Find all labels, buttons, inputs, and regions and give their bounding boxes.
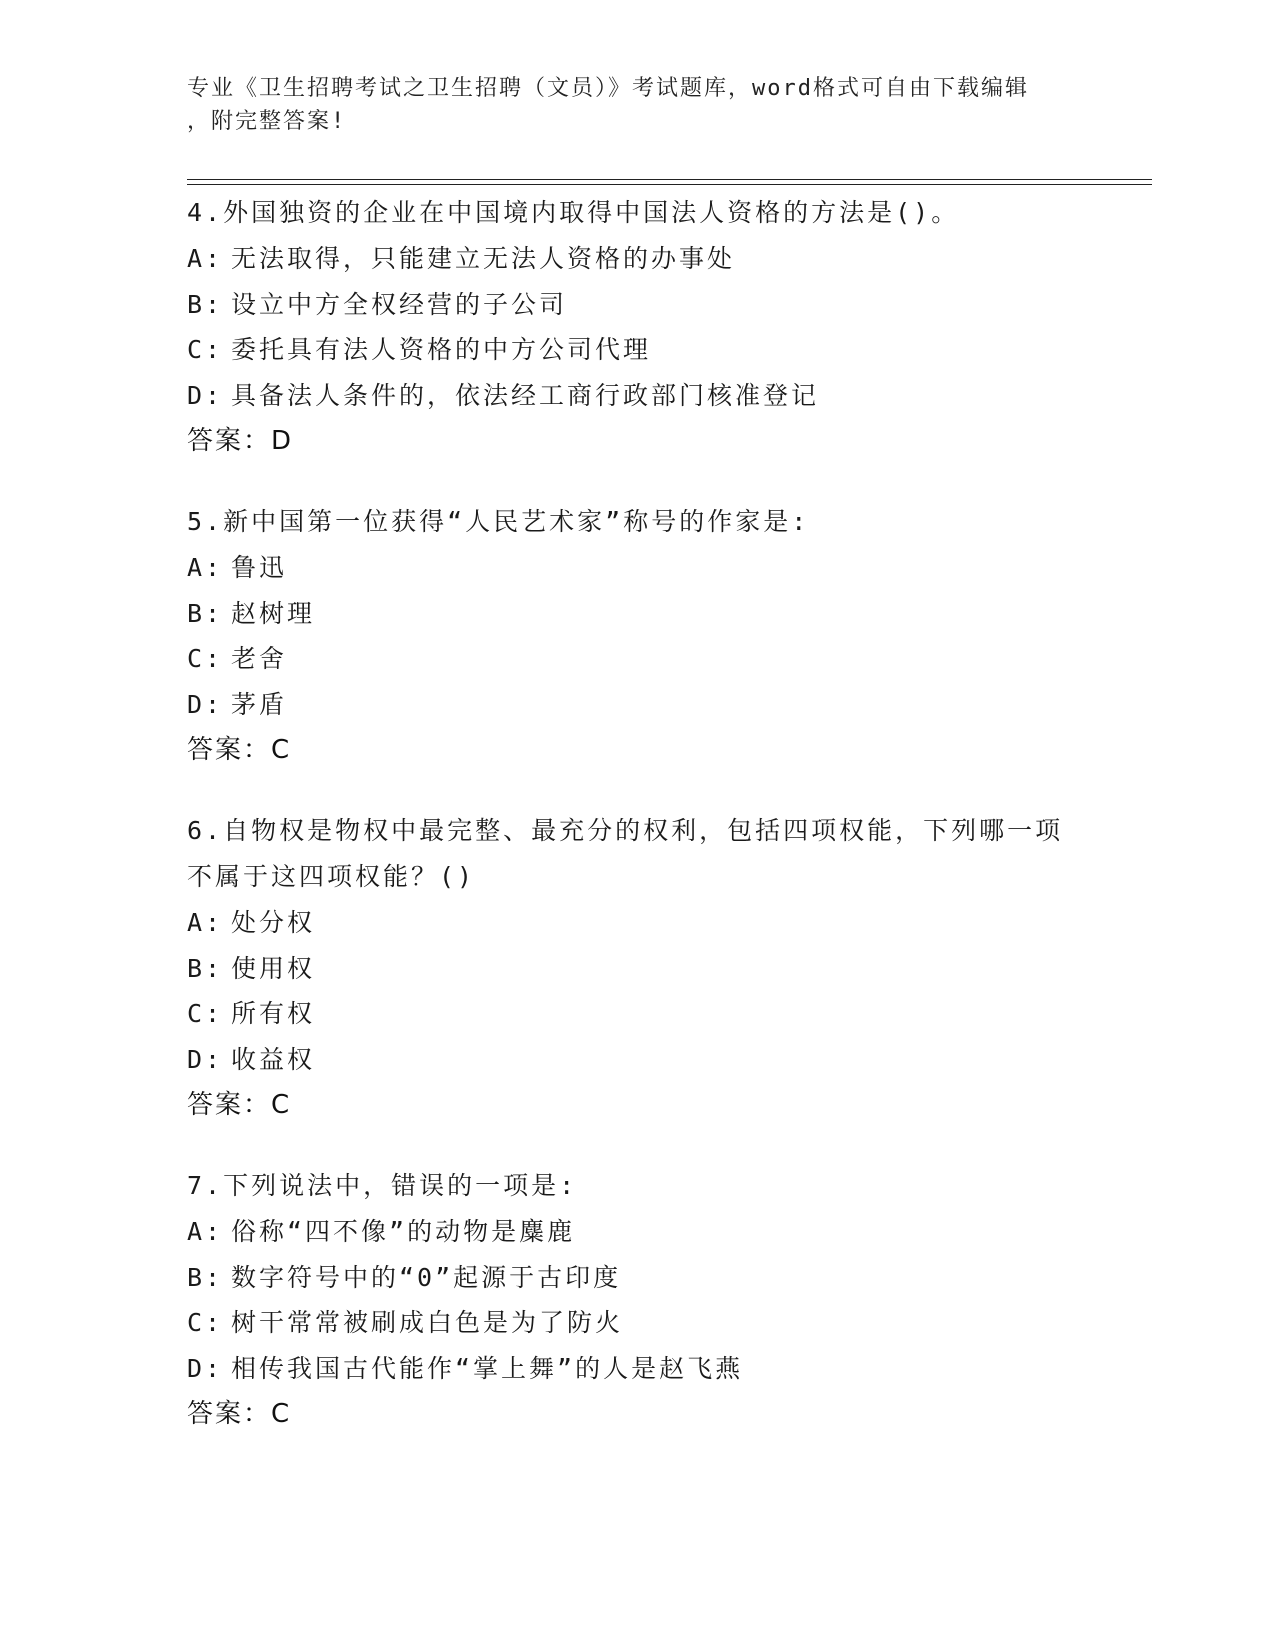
answer-line: 答案：C	[187, 1090, 292, 1120]
answer-line: 答案：C	[187, 1399, 292, 1429]
answer-line: 答案：D	[187, 426, 294, 456]
option-text: 具备法人条件的，依法经工商行政部门核准登记	[231, 380, 820, 410]
option-key: D:	[187, 380, 224, 410]
option-text: 处分权	[231, 908, 316, 937]
option-key: D:	[187, 1044, 224, 1074]
option-b	[187, 1255, 1067, 1301]
option-b	[187, 282, 1067, 328]
question-stem: 4.外国独资的企业在中国境内取得中国法人资格的方法是()。	[187, 198, 960, 227]
question-stem: 7.下列说法中，错误的一项是:	[187, 1171, 578, 1200]
option-text: 老舍	[231, 644, 288, 673]
option-key: A:	[187, 908, 224, 937]
option-key: B:	[187, 1262, 224, 1292]
question-stem: 5.新中国第一位获得“人民艺术家”称号的作家是:	[187, 507, 810, 536]
option-a	[187, 236, 1067, 282]
option-key: D:	[187, 689, 224, 719]
option-a	[187, 900, 1067, 946]
option-text: 俗称“四不像”的动物是麋鹿	[231, 1217, 576, 1246]
option-text: 赵树理	[231, 598, 316, 628]
option-text: 收益权	[231, 1044, 316, 1074]
answer-line: 答案：C	[187, 735, 292, 765]
option-d	[187, 1346, 1067, 1392]
option-text: 设立中方全权经营的子公司	[231, 289, 568, 319]
option-key: B:	[187, 953, 224, 983]
header-title-line1: 专业《卫生招聘考试之卫生招聘（文员）》考试题库，word格式可自由下载编辑	[187, 76, 1029, 101]
option-text: 鲁迅	[231, 553, 288, 582]
question-4	[187, 190, 1067, 464]
option-key: B:	[187, 289, 224, 319]
option-key: A:	[187, 244, 224, 273]
question-6	[187, 808, 1067, 1128]
header-divider-bottom	[187, 184, 1152, 185]
option-c	[187, 991, 1067, 1037]
option-a	[187, 545, 1067, 591]
header-title-line2: ，附完整答案!	[187, 109, 347, 134]
option-text: 茅盾	[231, 689, 288, 719]
option-b	[187, 946, 1067, 992]
option-text: 所有权	[231, 999, 316, 1028]
option-text: 树干常常被刷成白色是为了防火	[231, 1308, 624, 1337]
option-b	[187, 591, 1067, 637]
option-d	[187, 1037, 1067, 1083]
question-list	[187, 190, 1067, 1472]
question-5	[187, 499, 1067, 773]
option-c	[187, 636, 1067, 682]
option-key: A:	[187, 1217, 224, 1246]
header-divider-top	[187, 179, 1152, 180]
option-key: C:	[187, 644, 224, 673]
option-key: C:	[187, 335, 224, 364]
option-d	[187, 373, 1067, 419]
option-text: 相传我国古代能作“掌上舞”的人是赵飞燕	[231, 1353, 744, 1383]
option-key: D:	[187, 1353, 224, 1383]
option-a	[187, 1209, 1067, 1255]
option-text: 委托具有法人资格的中方公司代理	[231, 335, 652, 364]
question-stem: 6.自物权是物权中最完整、最充分的权利，包括四项权能，下列哪一项不属于这四项权能？()	[187, 816, 1064, 891]
option-key: C:	[187, 1308, 224, 1337]
question-7	[187, 1163, 1067, 1437]
option-key: B:	[187, 598, 224, 628]
option-text: 使用权	[231, 953, 316, 983]
option-c	[187, 327, 1067, 373]
option-c	[187, 1300, 1067, 1346]
option-key: A:	[187, 553, 224, 582]
option-text: 无法取得，只能建立无法人资格的办事处	[231, 244, 736, 273]
option-text: 数字符号中的“0”起源于古印度	[231, 1262, 622, 1292]
document-header	[187, 72, 1067, 138]
option-d	[187, 682, 1067, 728]
option-key: C:	[187, 999, 224, 1028]
